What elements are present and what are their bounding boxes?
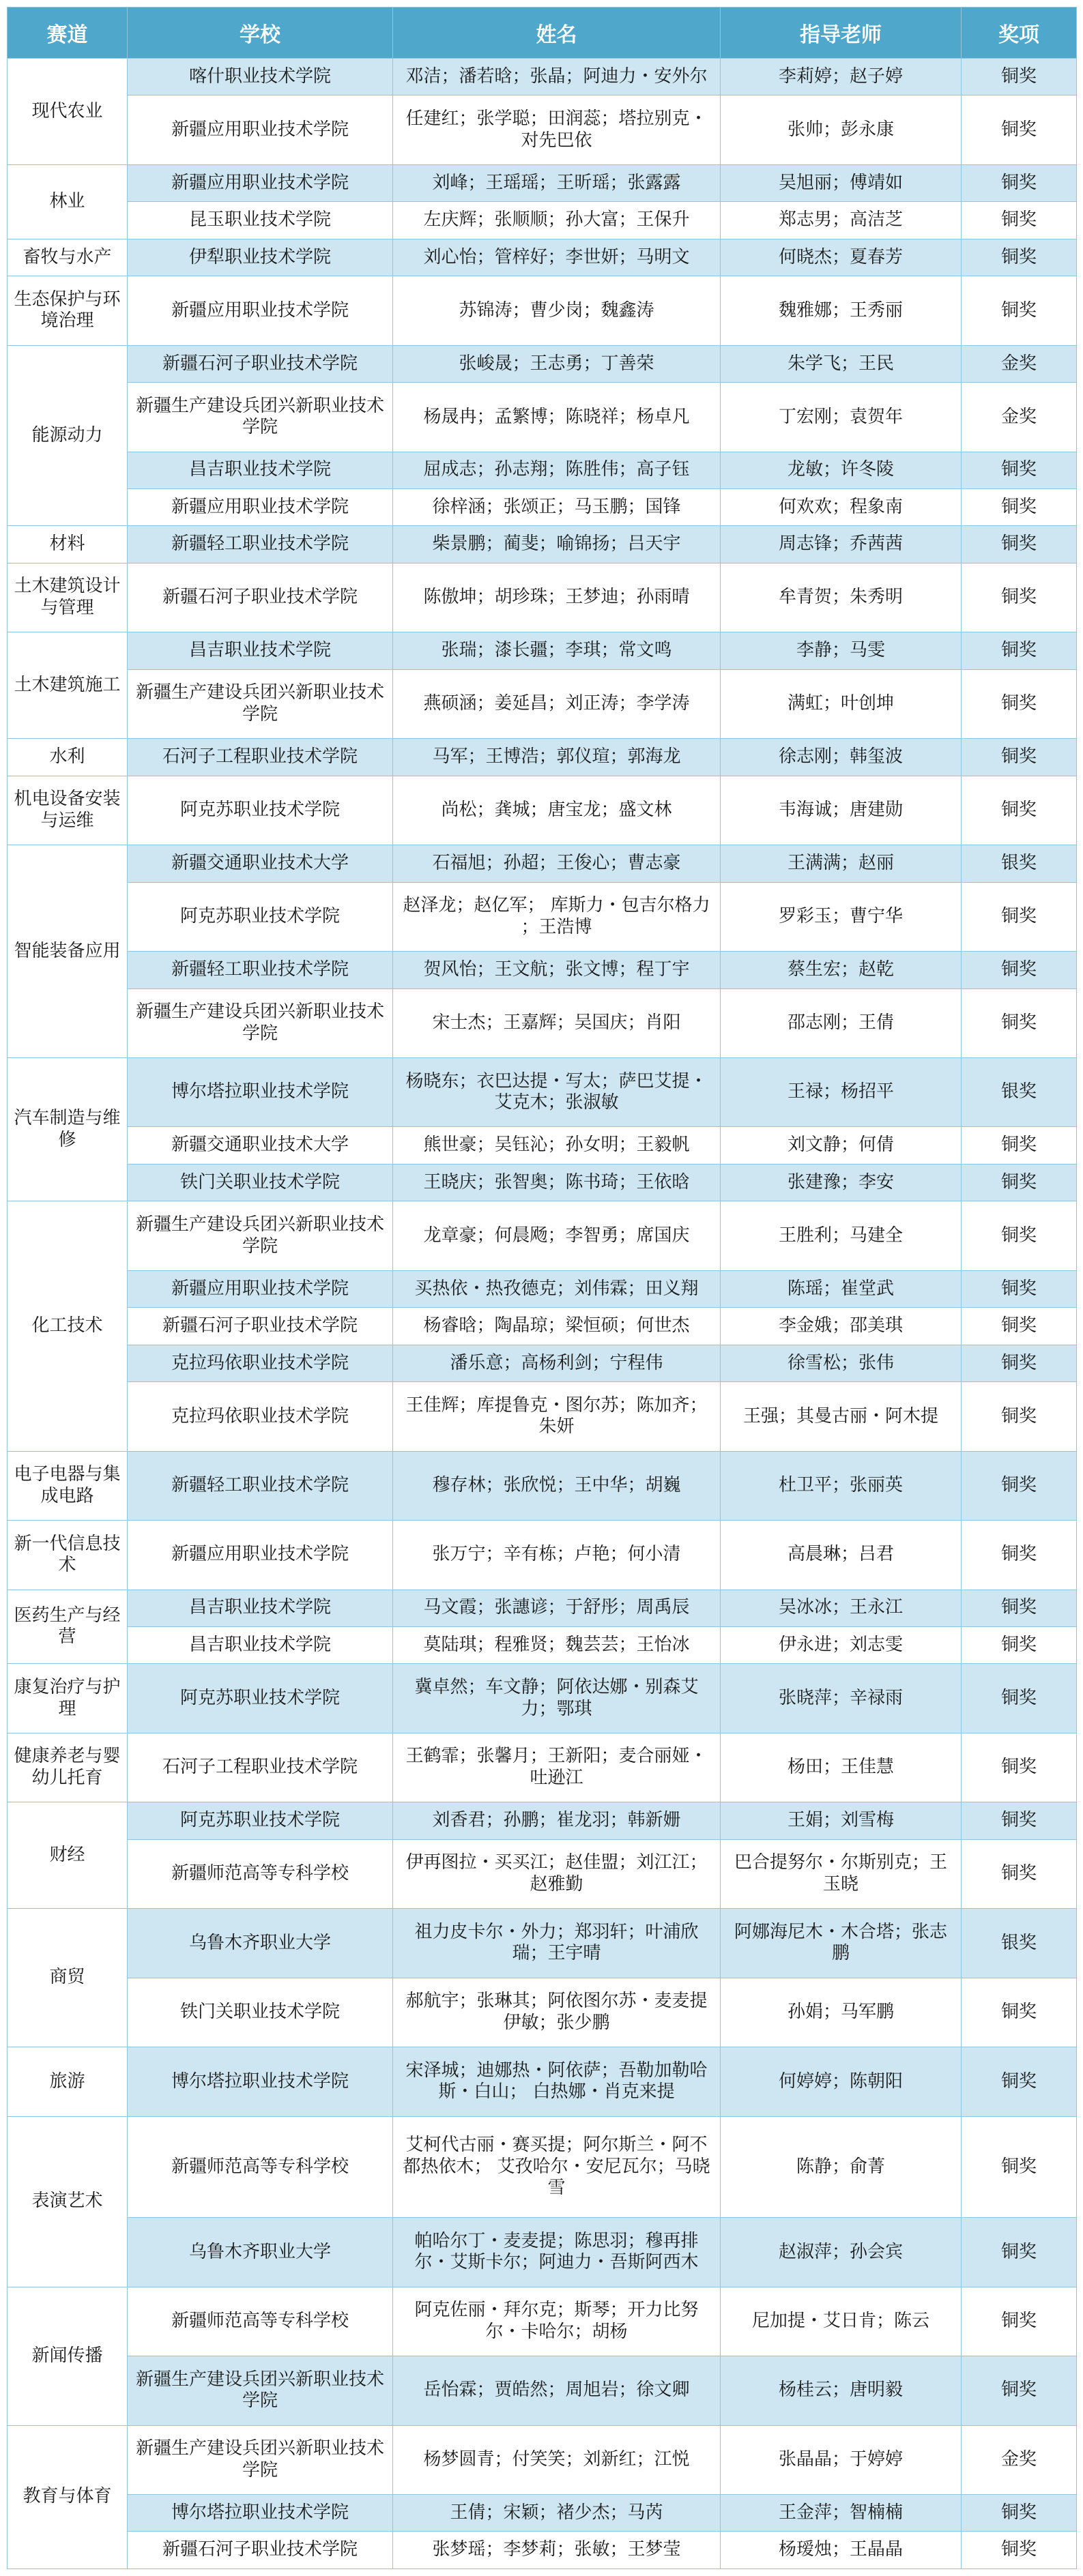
table-row <box>8 1802 1077 1839</box>
track-cell: 土木建筑施工 <box>8 632 128 739</box>
track-cell: 材料 <box>8 526 128 563</box>
table-row <box>8 2287 1077 2356</box>
names-cell: 宋泽城；迪娜热・阿依萨；吾勒加勒哈斯・白山； 白热娜・肖克来提 <box>393 2047 721 2116</box>
award-cell: 银奖 <box>962 845 1077 882</box>
advisors-cell: 孙娟；马军鹏 <box>721 1978 962 2047</box>
award-cell: 铜奖 <box>962 1733 1077 1802</box>
school-cell: 新疆生产建设兵团兴新职业技术学院 <box>128 2425 393 2494</box>
award-cell: 铜奖 <box>962 952 1077 989</box>
award-cell: 金奖 <box>962 383 1077 452</box>
award-cell: 铜奖 <box>962 1164 1077 1201</box>
advisors-cell: 郑志男；高洁芝 <box>721 202 962 239</box>
school-cell: 乌鲁木齐职业大学 <box>128 2218 393 2287</box>
table-row <box>8 1590 1077 1626</box>
school-cell: 博尔塔拉职业技术学院 <box>128 2495 393 2532</box>
names-cell: 屈成志；孙志翔；陈胜伟；高子钰 <box>393 452 721 488</box>
award-cell: 铜奖 <box>962 1626 1077 1663</box>
names-cell: 王晓庆；张智奥；陈书琦；王依晗 <box>393 1164 721 1201</box>
names-cell: 马文霞；张譓谚；于舒彤；周禹辰 <box>393 1590 721 1626</box>
track-cell: 商贸 <box>8 1909 128 2047</box>
school-cell: 铁门关职业技术学院 <box>128 1164 393 1201</box>
advisors-cell: 罗彩玉；曹宁华 <box>721 882 962 951</box>
school-cell: 新疆交通职业技术大学 <box>128 845 393 882</box>
table-row <box>8 1521 1077 1590</box>
track-cell: 水利 <box>8 739 128 776</box>
award-cell: 铜奖 <box>962 2495 1077 2532</box>
school-cell: 新疆石河子职业技术学院 <box>128 2532 393 2569</box>
track-cell: 表演艺术 <box>8 2116 128 2287</box>
header-school: 学校 <box>128 8 393 59</box>
table-row <box>8 2218 1077 2287</box>
school-cell: 博尔塔拉职业技术学院 <box>128 2047 393 2116</box>
award-cell: 铜奖 <box>962 2356 1077 2425</box>
table-row <box>8 669 1077 738</box>
advisors-cell: 牟青贺；朱秀明 <box>721 563 962 632</box>
table-row <box>8 739 1077 776</box>
advisors-cell: 赵淑萍；孙会宾 <box>721 2218 962 2287</box>
advisors-cell: 何晓杰；夏春芳 <box>721 239 962 276</box>
table-row <box>8 2116 1077 2217</box>
award-cell: 铜奖 <box>962 489 1077 526</box>
names-cell: 买热依・热孜德克；刘伟霖；田义翔 <box>393 1270 721 1307</box>
table-row <box>8 1909 1077 1978</box>
award-cell: 铜奖 <box>962 164 1077 201</box>
track-cell: 土木建筑设计与管理 <box>8 563 128 632</box>
advisors-cell: 王满满；赵丽 <box>721 845 962 882</box>
advisors-cell: 何欢欢；程象南 <box>721 489 962 526</box>
track-cell: 新闻传播 <box>8 2287 128 2425</box>
award-cell: 铜奖 <box>962 1451 1077 1520</box>
names-cell: 张梦瑶；李梦莉；张敏；王梦莹 <box>393 2532 721 2569</box>
table-row <box>8 1345 1077 1381</box>
table-row <box>8 1664 1077 1733</box>
award-cell: 铜奖 <box>962 882 1077 951</box>
award-cell: 铜奖 <box>962 1839 1077 1908</box>
award-cell: 铜奖 <box>962 669 1077 738</box>
award-cell: 铜奖 <box>962 1521 1077 1590</box>
table-row <box>8 1451 1077 1520</box>
school-cell: 新疆应用职业技术学院 <box>128 489 393 526</box>
names-cell: 陈傲坤；胡珍珠；王梦迪；孙雨晴 <box>393 563 721 632</box>
advisors-cell: 高晨琳；吕君 <box>721 1521 962 1590</box>
school-cell: 石河子工程职业技术学院 <box>128 739 393 776</box>
advisors-cell: 阿娜海尼木・木合塔；张志鹏 <box>721 1909 962 1978</box>
advisors-cell: 伊永进；刘志雯 <box>721 1626 962 1663</box>
names-cell: 潘乐意；高杨利剑；宁程伟 <box>393 1345 721 1381</box>
award-cell: 铜奖 <box>962 1308 1077 1345</box>
award-cell: 银奖 <box>962 1909 1077 1978</box>
award-cell: 铜奖 <box>962 1345 1077 1381</box>
school-cell: 新疆石河子职业技术学院 <box>128 563 393 632</box>
school-cell: 克拉玛依职业技术学院 <box>128 1345 393 1381</box>
award-cell: 铜奖 <box>962 2532 1077 2569</box>
names-cell: 王佳辉；库提鲁克・图尔苏；陈加齐；朱妍 <box>393 1382 721 1451</box>
school-cell: 新疆生产建设兵团兴新职业技术学院 <box>128 989 393 1057</box>
school-cell: 昌吉职业技术学院 <box>128 632 393 669</box>
names-cell: 贺风怡；王文航；张文博；程丁宇 <box>393 952 721 989</box>
names-cell: 燕硕涵；姜延昌；刘正涛；李学涛 <box>393 669 721 738</box>
school-cell: 新疆应用职业技术学院 <box>128 96 393 164</box>
school-cell: 新疆生产建设兵团兴新职业技术学院 <box>128 2356 393 2425</box>
advisors-cell: 王强；其曼古丽・阿木提 <box>721 1382 962 1451</box>
award-cell: 铜奖 <box>962 526 1077 563</box>
names-cell: 王倩；宋颖；褚少杰；马芮 <box>393 2495 721 2532</box>
advisors-cell: 周志锋；乔茜茜 <box>721 526 962 563</box>
names-cell: 杨梦圆青；付笑笑；刘新红；江悦 <box>393 2425 721 2494</box>
advisors-cell: 李金娥；邵美琪 <box>721 1308 962 1345</box>
names-cell: 熊世豪；吴钰沁；孙女明；王毅帆 <box>393 1127 721 1164</box>
names-cell: 赵泽龙；赵亿军； 库斯力・包吉尔格力 ；王浩博 <box>393 882 721 951</box>
advisors-cell: 徐雪松；张伟 <box>721 1345 962 1381</box>
award-cell: 铜奖 <box>962 96 1077 164</box>
table-row <box>8 526 1077 563</box>
track-cell: 旅游 <box>8 2047 128 2116</box>
award-cell: 铜奖 <box>962 563 1077 632</box>
names-cell: 郝航宇；张琳其；阿依图尔苏・麦麦提伊敏；张少鹏 <box>393 1978 721 2047</box>
advisors-cell: 杜卫平；张丽英 <box>721 1451 962 1520</box>
track-cell: 康复治疗与护理 <box>8 1664 128 1733</box>
school-cell: 阿克苏职业技术学院 <box>128 882 393 951</box>
track-cell: 教育与体育 <box>8 2425 128 2568</box>
table-row <box>8 2047 1077 2116</box>
track-cell: 畜牧与水产 <box>8 239 128 276</box>
names-cell: 龙章豪；何晨飏；李智勇；席国庆 <box>393 1201 721 1270</box>
table-row <box>8 164 1077 201</box>
table-row <box>8 239 1077 276</box>
names-cell: 左庆辉；张顺顺；孙大富；王保升 <box>393 202 721 239</box>
award-cell: 铜奖 <box>962 1590 1077 1626</box>
advisors-cell: 满虹；叶创坤 <box>721 669 962 738</box>
school-cell: 新疆应用职业技术学院 <box>128 276 393 345</box>
table-row <box>8 563 1077 632</box>
names-cell: 徐梓涵；张颂正；马玉鹏；国锋 <box>393 489 721 526</box>
advisors-cell: 蔡生宏；赵乾 <box>721 952 962 989</box>
names-cell: 王鹤霏；张馨月；王新阳；麦合丽娅・吐逊江 <box>393 1733 721 1802</box>
names-cell: 张瑞；漆长疆；李琪；常文鸣 <box>393 632 721 669</box>
table-body <box>8 59 1077 2569</box>
advisors-cell: 李莉婷；赵子婷 <box>721 59 962 96</box>
award-cell: 铜奖 <box>962 1201 1077 1270</box>
school-cell: 新疆师范高等专科学校 <box>128 1839 393 1908</box>
advisors-cell: 杨田；王佳慧 <box>721 1733 962 1802</box>
school-cell: 新疆轻工职业技术学院 <box>128 526 393 563</box>
track-cell: 新一代信息技术 <box>8 1521 128 1590</box>
award-cell: 铜奖 <box>962 276 1077 345</box>
names-cell: 艾柯代古丽・赛买提；阿尔斯兰・阿不都热依木； 艾孜哈尔・安尼瓦尔；马晓雪 <box>393 2116 721 2217</box>
names-cell: 莫陆琪；程雅贤；魏芸芸；王怡冰 <box>393 1626 721 1663</box>
table-row <box>8 202 1077 239</box>
school-cell: 新疆生产建设兵团兴新职业技术学院 <box>128 1201 393 1270</box>
table-row <box>8 845 1077 882</box>
names-cell: 柴景鹏；蔺斐；喻锦扬；吕天宇 <box>393 526 721 563</box>
school-cell: 喀什职业技术学院 <box>128 59 393 96</box>
award-cell: 铜奖 <box>962 239 1077 276</box>
table-row <box>8 2425 1077 2494</box>
award-cell: 铜奖 <box>962 202 1077 239</box>
table-row <box>8 1270 1077 1307</box>
advisors-cell: 尼加提・艾日肯；陈云 <box>721 2287 962 2356</box>
advisors-cell: 王娟；刘雪梅 <box>721 1802 962 1839</box>
names-cell: 石福旭；孙超；王俊心；曹志豪 <box>393 845 721 882</box>
advisors-cell: 丁宏刚；袁贺年 <box>721 383 962 452</box>
track-cell: 汽车制造与维修 <box>8 1058 128 1201</box>
advisors-cell: 张帅；彭永康 <box>721 96 962 164</box>
names-cell: 祖力皮卡尔・外力；郑羽轩；叶浦欣瑞；王宇晴 <box>393 1909 721 1978</box>
award-cell: 铜奖 <box>962 739 1077 776</box>
advisors-cell: 李静；马雯 <box>721 632 962 669</box>
track-cell: 医药生产与经营 <box>8 1590 128 1664</box>
table-row <box>8 2356 1077 2425</box>
table-row <box>8 1733 1077 1802</box>
header-award: 奖项 <box>962 8 1077 59</box>
school-cell: 乌鲁木齐职业大学 <box>128 1909 393 1978</box>
names-cell: 邓洁；潘若晗；张晶；阿迪力・安外尔 <box>393 59 721 96</box>
advisors-cell: 韦海诚；唐建勋 <box>721 776 962 845</box>
advisors-cell: 杨瑷烛；王晶晶 <box>721 2532 962 2569</box>
track-cell: 现代农业 <box>8 59 128 165</box>
school-cell: 阿克苏职业技术学院 <box>128 1802 393 1839</box>
table-row <box>8 882 1077 951</box>
table-row <box>8 276 1077 345</box>
award-cell: 金奖 <box>962 2425 1077 2494</box>
school-cell: 克拉玛依职业技术学院 <box>128 1382 393 1451</box>
advisors-cell: 王金萍；智楠楠 <box>721 2495 962 2532</box>
names-cell: 刘香君；孙鹏；崔龙羽；韩新姗 <box>393 1802 721 1839</box>
school-cell: 新疆应用职业技术学院 <box>128 1270 393 1307</box>
school-cell: 昌吉职业技术学院 <box>128 1590 393 1626</box>
advisors-cell: 刘文静；何倩 <box>721 1127 962 1164</box>
award-cell: 铜奖 <box>962 1664 1077 1733</box>
school-cell: 铁门关职业技术学院 <box>128 1978 393 2047</box>
track-cell: 机电设备安装与运维 <box>8 776 128 845</box>
names-cell: 尚松；龚城；唐宝龙；盛文林 <box>393 776 721 845</box>
names-cell: 刘心怡；管梓好；李世妍；马明文 <box>393 239 721 276</box>
advisors-cell: 王禄；杨招平 <box>721 1058 962 1127</box>
header-row <box>8 8 1077 59</box>
table-row <box>8 489 1077 526</box>
award-cell: 铜奖 <box>962 1382 1077 1451</box>
names-cell: 张万宁；辛有栋；卢艳；何小清 <box>393 1521 721 1590</box>
table-row <box>8 345 1077 382</box>
award-cell: 铜奖 <box>962 59 1077 96</box>
table-row <box>8 383 1077 452</box>
table-row <box>8 1839 1077 1908</box>
track-cell: 化工技术 <box>8 1201 128 1451</box>
table-row <box>8 952 1077 989</box>
table-row <box>8 1308 1077 1345</box>
names-cell: 阿克佐丽・拜尔克；斯琴；开力比努尔・卡哈尔；胡杨 <box>393 2287 721 2356</box>
advisors-cell: 邵志刚；王倩 <box>721 989 962 1057</box>
award-cell: 铜奖 <box>962 776 1077 845</box>
table-row <box>8 2495 1077 2532</box>
award-cell: 铜奖 <box>962 1270 1077 1307</box>
table-row <box>8 989 1077 1057</box>
award-cell: 铜奖 <box>962 452 1077 488</box>
table-row <box>8 1058 1077 1127</box>
track-cell: 林业 <box>8 164 128 239</box>
table-row <box>8 1164 1077 1201</box>
table-row <box>8 452 1077 488</box>
table-row <box>8 1127 1077 1164</box>
award-cell: 银奖 <box>962 1058 1077 1127</box>
table-row <box>8 1201 1077 1270</box>
track-cell: 生态保护与环境治理 <box>8 276 128 345</box>
school-cell: 新疆石河子职业技术学院 <box>128 345 393 382</box>
school-cell: 昌吉职业技术学院 <box>128 452 393 488</box>
advisors-cell: 龙敏；许冬陵 <box>721 452 962 488</box>
award-cell: 铜奖 <box>962 2047 1077 2116</box>
school-cell: 昆玉职业技术学院 <box>128 202 393 239</box>
award-cell: 铜奖 <box>962 632 1077 669</box>
track-cell: 电子电器与集成电路 <box>8 1451 128 1520</box>
names-cell: 杨睿晗；陶晶琼；梁恒硕；何世杰 <box>393 1308 721 1345</box>
advisors-cell: 何婷婷；陈朝阳 <box>721 2047 962 2116</box>
track-cell: 智能装备应用 <box>8 845 128 1058</box>
school-cell: 昌吉职业技术学院 <box>128 1626 393 1663</box>
advisors-cell: 张建豫；李安 <box>721 1164 962 1201</box>
track-cell: 财经 <box>8 1802 128 1909</box>
table-row <box>8 59 1077 96</box>
table-row <box>8 1382 1077 1451</box>
table-row <box>8 776 1077 845</box>
advisors-cell: 魏雅娜；王秀丽 <box>721 276 962 345</box>
award-cell: 铜奖 <box>962 1802 1077 1839</box>
names-cell: 苏锦涛；曹少岗；魏鑫涛 <box>393 276 721 345</box>
advisors-cell: 徐志刚；韩玺波 <box>721 739 962 776</box>
table-row <box>8 632 1077 669</box>
track-cell: 健康养老与婴幼儿托育 <box>8 1733 128 1802</box>
school-cell: 新疆生产建设兵团兴新职业技术学院 <box>128 383 393 452</box>
names-cell: 杨晓东；衣巴达提・写太；萨巴艾提・艾克木；张淑敏 <box>393 1058 721 1127</box>
school-cell: 博尔塔拉职业技术学院 <box>128 1058 393 1127</box>
names-cell: 任建红；张学聪；田润蕊；塔拉别克・对先巴依 <box>393 96 721 164</box>
school-cell: 新疆师范高等专科学校 <box>128 2287 393 2356</box>
names-cell: 穆存林；张欣悦；王中华；胡巍 <box>393 1451 721 1520</box>
school-cell: 新疆轻工职业技术学院 <box>128 1451 393 1520</box>
names-cell: 杨晟冉；孟繁博；陈晓祥；杨卓凡 <box>393 383 721 452</box>
award-cell: 铜奖 <box>962 1127 1077 1164</box>
advisors-cell: 张晶晶；于婷婷 <box>721 2425 962 2494</box>
table-row <box>8 1626 1077 1663</box>
advisors-cell: 杨桂云；唐明毅 <box>721 2356 962 2425</box>
advisors-cell: 陈静；俞菁 <box>721 2116 962 2217</box>
header-advisors: 指导老师 <box>721 8 962 59</box>
table-row <box>8 1978 1077 2047</box>
names-cell: 帕哈尔丁・麦麦提；陈思羽；穆再排尔・艾斯卡尔；阿迪力・吾斯阿西木 <box>393 2218 721 2287</box>
advisors-cell: 吴冰冰；王永江 <box>721 1590 962 1626</box>
table-row <box>8 2532 1077 2569</box>
award-cell: 金奖 <box>962 345 1077 382</box>
advisors-cell: 陈瑶；崔堂武 <box>721 1270 962 1307</box>
school-cell: 伊犁职业技术学院 <box>128 239 393 276</box>
names-cell: 岳怡霖；贾皓然；周旭岩；徐文卿 <box>393 2356 721 2425</box>
school-cell: 新疆生产建设兵团兴新职业技术学院 <box>128 669 393 738</box>
names-cell: 宋士杰；王嘉辉；吴国庆；肖阳 <box>393 989 721 1057</box>
names-cell: 伊再图拉・买买江；赵佳盟；刘江江；赵雅勤 <box>393 1839 721 1908</box>
header-track: 赛道 <box>8 8 128 59</box>
school-cell: 新疆师范高等专科学校 <box>128 2116 393 2217</box>
names-cell: 刘峰；王瑶瑶；王昕瑶；张露露 <box>393 164 721 201</box>
school-cell: 新疆应用职业技术学院 <box>128 1521 393 1590</box>
award-cell: 铜奖 <box>962 1978 1077 2047</box>
table-row <box>8 96 1077 164</box>
school-cell: 阿克苏职业技术学院 <box>128 1664 393 1733</box>
track-cell: 能源动力 <box>8 345 128 526</box>
school-cell: 新疆轻工职业技术学院 <box>128 952 393 989</box>
award-cell: 铜奖 <box>962 2116 1077 2217</box>
advisors-cell: 张晓萍；辛禄雨 <box>721 1664 962 1733</box>
awards-table <box>7 7 1077 2569</box>
advisors-cell: 王胜利；马建全 <box>721 1201 962 1270</box>
advisors-cell: 吴旭丽；傅靖如 <box>721 164 962 201</box>
award-cell: 铜奖 <box>962 2218 1077 2287</box>
school-cell: 新疆石河子职业技术学院 <box>128 1308 393 1345</box>
award-cell: 铜奖 <box>962 989 1077 1057</box>
names-cell: 张峻晟；王志勇；丁善荣 <box>393 345 721 382</box>
school-cell: 新疆交通职业技术大学 <box>128 1127 393 1164</box>
names-cell: 冀卓然；车文静；阿依达娜・别森艾力；鄂琪 <box>393 1664 721 1733</box>
school-cell: 阿克苏职业技术学院 <box>128 776 393 845</box>
names-cell: 马军；王博浩；郭仪瑄；郭海龙 <box>393 739 721 776</box>
advisors-cell: 朱学飞；王民 <box>721 345 962 382</box>
school-cell: 石河子工程职业技术学院 <box>128 1733 393 1802</box>
header-names: 姓名 <box>393 8 721 59</box>
award-cell: 铜奖 <box>962 2287 1077 2356</box>
school-cell: 新疆应用职业技术学院 <box>128 164 393 201</box>
advisors-cell: 巴合提努尔・尔斯别克；王玉晓 <box>721 1839 962 1908</box>
